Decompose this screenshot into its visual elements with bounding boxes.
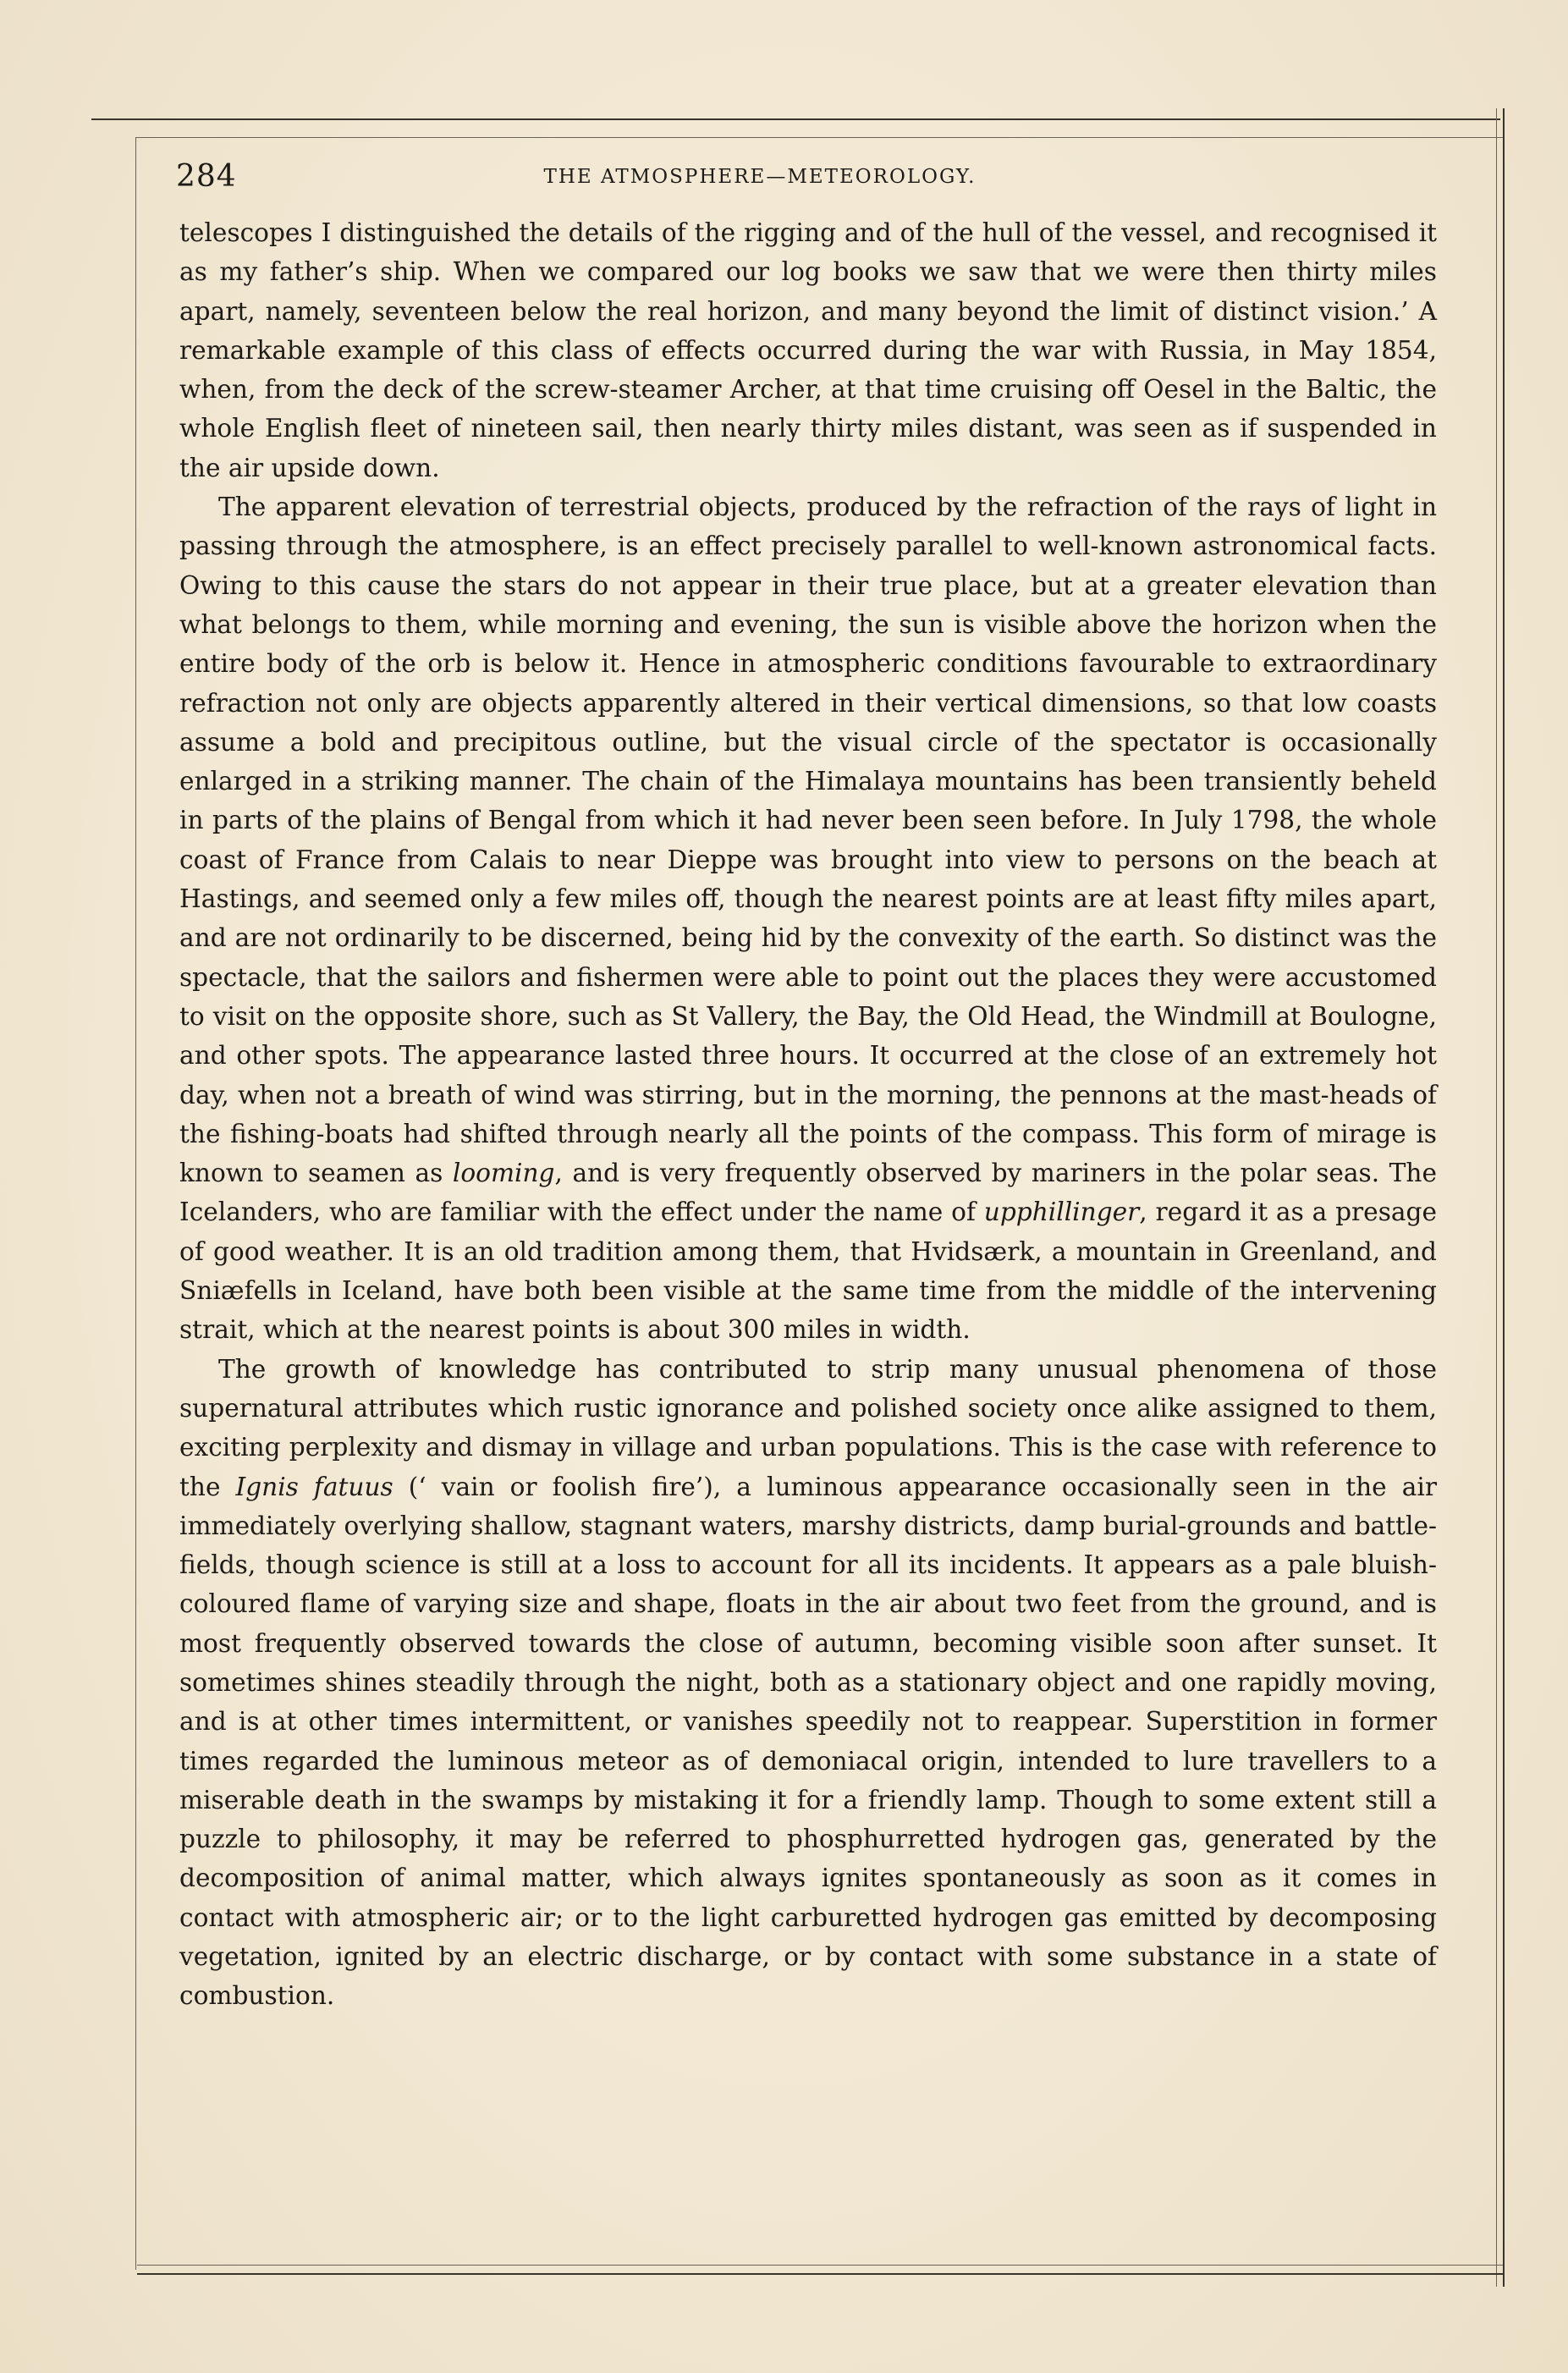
frame-rule-top-inner	[135, 137, 1503, 138]
text-run: The apparent elevation of terrestrial objects, produced by the refraction of the rays of light in passing through the atmosphere, is an effect precisely parallel to well-known astronomical facts. Owing to this cause the stars do not appear in their true place, but at a greater elevation than what belongs to them, while morning and evening, the sun is visible above the horizon when the entire body of the orb is below it. Hence in atmospheric conditions favourable to extraordinary refraction not only are objects apparently altered in their vertical dimensions, so that low coasts assume a bold and precipitous outline, but the visual circle of the spectator is occasionally enlarged in a striking manner. The chain of the Himalaya mountains has been transiently beheld in parts of the plains of Bengal from which it had never been seen before. In July 1798, the whole coast of France from Calais to near Dieppe was brought into view to persons on the beach at Hastings, and seemed only a few miles off, though the nearest points are at least fifty miles apart, and are not ordinarily to be discerned, being hid by the convexity of the earth. So distinct was the spectacle, that the sailors and fishermen were able to point out the places they were accustomed to visit on the opposite shore, such as St Vallery, the Bay, the Old Head, the Windmill at Boulogne, and other spots. The appearance lasted three hours. It occurred at the close of an extremely hot day, when not a breath of wind was stirring, but in the morning, the pennons at the mast-heads of the fishing-boats had shifted through nearly all the points of the compass. This form of mirage is known to seamen as	[179, 493, 1437, 1188]
text-run: telescopes I distinguished the details of the rigging and of the hull of the vessel, and recognised it as my father’s ship. When we compared our log books we saw that we were then thirty miles apart, namely, seventeen below the real horizon, and many beyond the limit of distinct vision.’ A remarkable example of this class of effects occurred during the war with Russia, in May 1854, when, from the deck of the screw-steamer Archer, at that time cruising off Oesel in the Baltic, the whole English fleet of nineteen sail, then nearly thirty miles distant, was seen as if suspended in the air upside down.	[179, 218, 1437, 482]
frame-rule-left	[135, 137, 136, 2270]
paragraph	[179, 1350, 1437, 2016]
text-run: (‘ vain or foolish fire’), a luminous appearance occasionally seen in the air immediately overlying shallow, stagnant waters, marshy districts, damp burial-grounds and battle-fields, though science is still at a loss to account for all its incidents. It appears as a pale bluish-coloured flame of varying size and shape, floats in the air about two feet from the ground, and is most frequently observed towards the close of autumn, becoming visible soon after sunset. It sometimes shines steadily through the night, both as a stationary object and one rapidly moving, and is at other times intermittent, or vanishes speedily not to reappear. Superstition in former times regarded the luminous meteor as of demoniacal origin, intended to lure travellers to a miserable death in the swamps by mistaking it for a friendly lamp. Though to some extent still a puzzle to philosophy, it may be referred to phosphurretted hydrogen gas, generated by the decomposition of animal matter, which always ignites spontaneously as soon as it comes in contact with atmospheric air; or to the light carburetted hydrogen gas emitted by decomposing vegetation, ignited by an electric discharge, or by contact with some substance in a state of combustion.	[179, 1472, 1437, 2011]
frame-rule-bottom	[137, 2273, 1503, 2275]
text-run: , regard it as a presage of good weather. It is an old tradition among them, that Hvidsærk, a mountain in Greenland, and Sniæfells in Iceland, have both been visible at the same time from the middle of the intervening strait, which at the nearest points is about 300 miles in width.	[179, 1198, 1437, 1345]
text-run: The growth of knowledge has contributed to strip many unusual phenomena of those supernatural attributes which rustic ignorance and polished society once alike assigned to them, exciting perplexity and dismay in village and urban populations. This is the case with reference to the	[179, 1354, 1437, 1501]
italic-term: upphillinger	[983, 1198, 1140, 1227]
page-number: 284	[176, 159, 237, 194]
italic-term: looming	[452, 1159, 555, 1188]
paragraph	[179, 213, 1437, 487]
body-text	[179, 213, 1437, 2016]
frame-rule-bottom-inner	[137, 2265, 1503, 2266]
text-run: , and is very frequently observed by mariners in the polar seas. The Icelanders, who are familiar with the effect under the name of	[179, 1159, 1437, 1227]
paragraph	[179, 487, 1437, 1350]
page-header	[176, 157, 1445, 200]
frame-rule-right-inner	[1496, 108, 1497, 2287]
frame-rule-top	[91, 118, 1500, 120]
italic-term: Ignis fatuus	[235, 1472, 393, 1501]
frame-rule-right	[1503, 108, 1505, 2287]
running-head: THE ATMOSPHERE—METEOROLOGY.	[543, 166, 977, 188]
